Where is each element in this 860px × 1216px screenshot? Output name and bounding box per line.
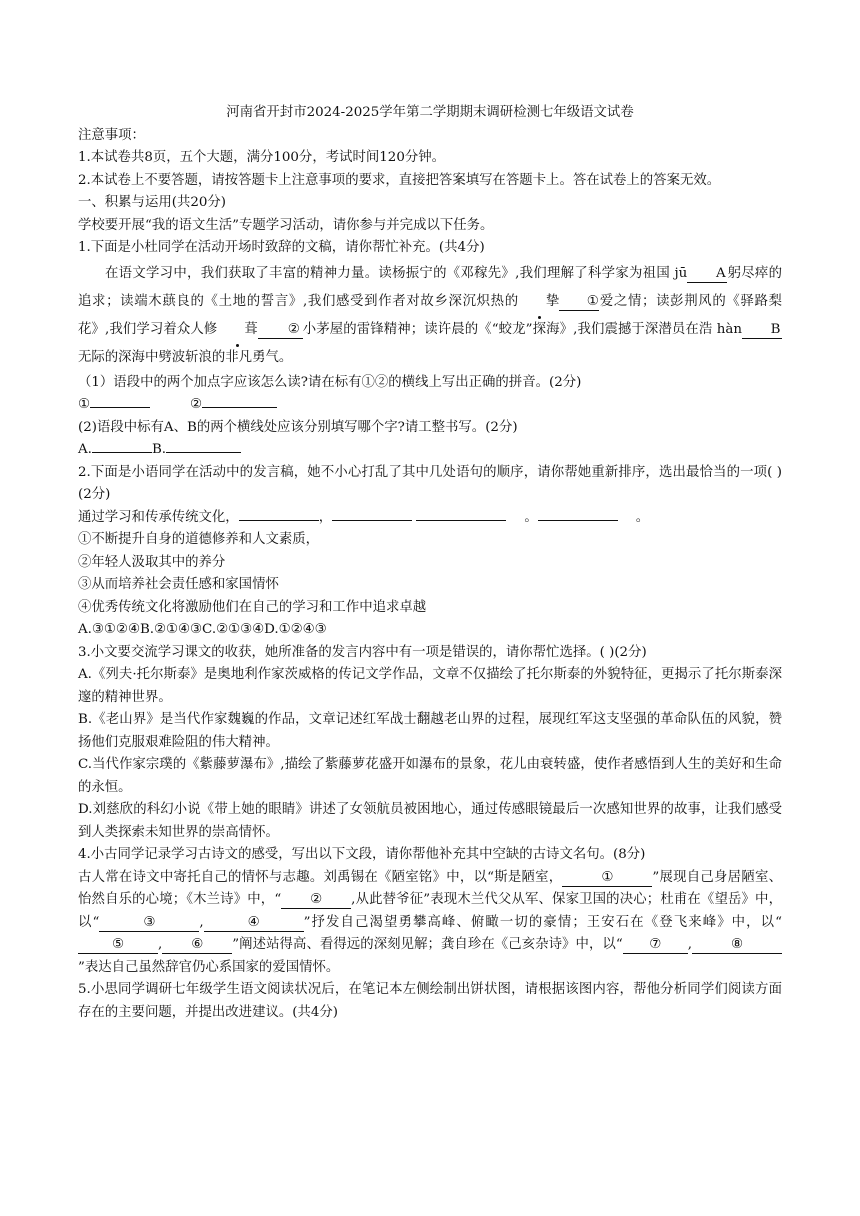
q4-passage-part: ”展现自己身居陋室、怡然自乐的心境；《木兰诗》中，“ (78, 869, 782, 907)
answer-label-2: ② (190, 397, 203, 412)
q1-answer-row-2 (78, 439, 782, 462)
q2-options: A.③①②④B.②①④③C.②①③④D.①②④③ (78, 622, 327, 637)
q3-option-a: A.《列夫·托尔斯泰》是奥地利作家茨威格的传记文学作品，文章不仅描绘了托尔斯泰的外貌特征，更揭示了托尔斯泰深邃的精神世界。 (78, 667, 782, 705)
q4-passage-part: ,从此替爷征”表现木兰代父从军、保家卫国的决心；杜甫在《望岳》中，以“ (78, 892, 782, 930)
q3-option-c: C.当代作家宗璞的《紫藤萝瀑布》,描绘了紫藤萝花盛开如瀑布的景象，花儿由衰转盛，使作者感悟到人生的美好和生命的永恒。 (78, 757, 782, 795)
q1-passage (78, 260, 782, 372)
q4-blank-8[interactable]: ⑧ (692, 937, 782, 954)
q4-blank-2[interactable]: ② (281, 892, 351, 909)
section-1-intro: 学校要开展“我的语文生活”专题学习活动，请你参与并完成以下任务。 (78, 217, 494, 233)
q1-passage-part: 无际的深海中劈波斩浪的非凡勇气。 (78, 349, 293, 365)
q4-passage-part: 古人常在诗文中寄托自己的情怀与志趣。刘禹锡在《陋室铭》中，以“斯是陋室， (78, 869, 563, 885)
q4-separator: , (687, 937, 692, 952)
q4-passage-part: ”抒发自己渴望勇攀高峰、俯瞰一切的豪情；王安石在《登飞来峰》中，以“ (303, 914, 782, 930)
q2-item-3: ③从而培养社会责任感和家国情怀 (78, 577, 279, 592)
q2-comma: ， (318, 509, 333, 525)
q1-sub1: （1）语段中的两个加点字应该怎么读?请在标有①②的横线上写出正确的拼音。(2分) (78, 374, 582, 390)
q4-blank-1[interactable]: ① (562, 870, 652, 887)
q1-sub2: (2)语段中标有A、B的两个横线处应该分别填写哪个字?请工整书写。(2分) (78, 419, 518, 435)
q2-blank[interactable] (239, 520, 319, 521)
q2-stem: 2.下面是小语同学在活动中的发言稿，她不小心打乱了其中几处语句的顺序，请你帮她重新排序，选出最恰当的一项( )(2分) (78, 464, 782, 502)
notice-heading: 注意事项： (78, 127, 145, 143)
q1-stem: 1.下面是小杜同学在活动开场时致辞的文稿，请你帮忙补充。(共4分) (78, 240, 485, 255)
q4-blank-5[interactable]: ⑤ (78, 937, 158, 954)
answer-blank-b[interactable] (166, 452, 241, 453)
q1-passage-part: 爱之情；读彭荆风的《驿路梨花》,我们学习着众人修 (78, 293, 782, 337)
q2-period: 。 (635, 509, 650, 525)
q4-blank-7[interactable]: ⑦ (623, 937, 688, 954)
q1-passage-part: 躬尽瘁的追求；读端木蕻良的《土地的誓言》,我们感受到作者对故乡深沉炽热的 (78, 265, 782, 309)
dotted-char-1: 挚 (519, 288, 559, 316)
q3-option-b: B.《老山界》是当代作家魏巍的作品，文章记述红军战士翻越老山界的过程，展现红军这支坚强的革命队伍的风貌，赞扬他们克服艰难险阻的伟大精神。 (78, 712, 782, 750)
blank-a: A (687, 266, 727, 283)
notice-2: 2.本试卷上不要答题，请按答题卡上注意事项的要求，直接把答案填写在答题卡上。答在试卷上的答案无效。 (78, 172, 721, 188)
blank-2: ② (258, 322, 303, 339)
q1-passage-part: 在语文学习中，我们获取了丰富的精神力量。读杨振宁的《邓稼先》,我们理解了科学家为祖国 jū (105, 265, 688, 281)
section-1-heading: 一、积累与运用(共20分) (78, 195, 227, 210)
q2-blank[interactable] (416, 520, 506, 521)
q4-blank-3[interactable]: ③ (99, 915, 199, 932)
q2-sentence (78, 507, 782, 530)
blank-1: ① (559, 294, 599, 311)
q2-item-1: ①不断提升自身的道德修养和人文素质， (78, 532, 320, 547)
q3-option-d: D.刘慈欣的科幻小说《带上她的眼睛》讲述了女领航员被困地心，通过传感眼镜最后一次感知世界的故事，让我们感受到人类探索未知世界的崇高情怀。 (78, 802, 782, 840)
q2-period: 。 (524, 509, 538, 525)
q2-sentence-start: 通过学习和传承传统文化， (78, 509, 239, 525)
q4-passage-part: ”表达自己虽然辞官仍心系国家的爱国情怀。 (78, 959, 340, 975)
exam-title: 河南省开封市2024-2025学年第二学期期末调研检测七年级语文试卷 (226, 105, 634, 120)
q4-separator: , (158, 937, 163, 952)
q2-item-2: ②年轻人汲取其中的养分 (78, 554, 226, 570)
dotted-char-2: 葺 (217, 316, 257, 344)
blank-b: B (742, 322, 782, 339)
q2-blank[interactable] (332, 520, 412, 521)
answer-label-1: ① (78, 397, 91, 412)
q1-passage-part: 小茅屋的雷锋精神；读许晨的《“蛟龙”探海》,我们震撼于深潜员在浩 hàn (302, 321, 742, 337)
answer-blank-a[interactable] (92, 452, 152, 453)
q2-item-4: ④优秀传统文化将激励他们在自己的学习和工作中追求卓越 (78, 599, 427, 615)
q4-separator: , (199, 914, 204, 930)
q4-blank-6[interactable]: ⑥ (162, 937, 232, 954)
answer-label-b: B. (151, 442, 167, 457)
answer-blank-1[interactable] (90, 407, 150, 408)
q4-stem: 4.小古同学记录学习古诗文的感受，写出以下文段，请你帮他补充其中空缺的古诗文名句。(8分) (78, 847, 646, 862)
q4-passage (78, 867, 782, 980)
answer-label-a: A. (78, 442, 92, 457)
answer-blank-2[interactable] (202, 407, 277, 408)
q4-passage-part: ”阐述站得高、看得远的深刻见解；龚自珍在《己亥杂诗》中，以“ (232, 937, 623, 952)
q1-answer-row-1 (78, 394, 782, 417)
notice-1: 1.本试卷共8页，五个大题，满分100分，考试时间120分钟。 (78, 150, 446, 165)
q2-blank[interactable] (538, 520, 618, 521)
q4-blank-4[interactable]: ④ (204, 915, 304, 932)
q5-stem: 5.小思同学调研七年级学生语文阅读状况后，在笔记本左侧绘制出饼状图，请根据该图内容，帮他分析同学们阅读方面存在的主要问题，并提出改进建议。(共4分) (78, 982, 782, 1020)
q3-stem: 3.小文要交流学习课文的收获，她所准备的发言内容中有一项是错误的，请你帮忙选择。( )(2分) (78, 644, 647, 660)
